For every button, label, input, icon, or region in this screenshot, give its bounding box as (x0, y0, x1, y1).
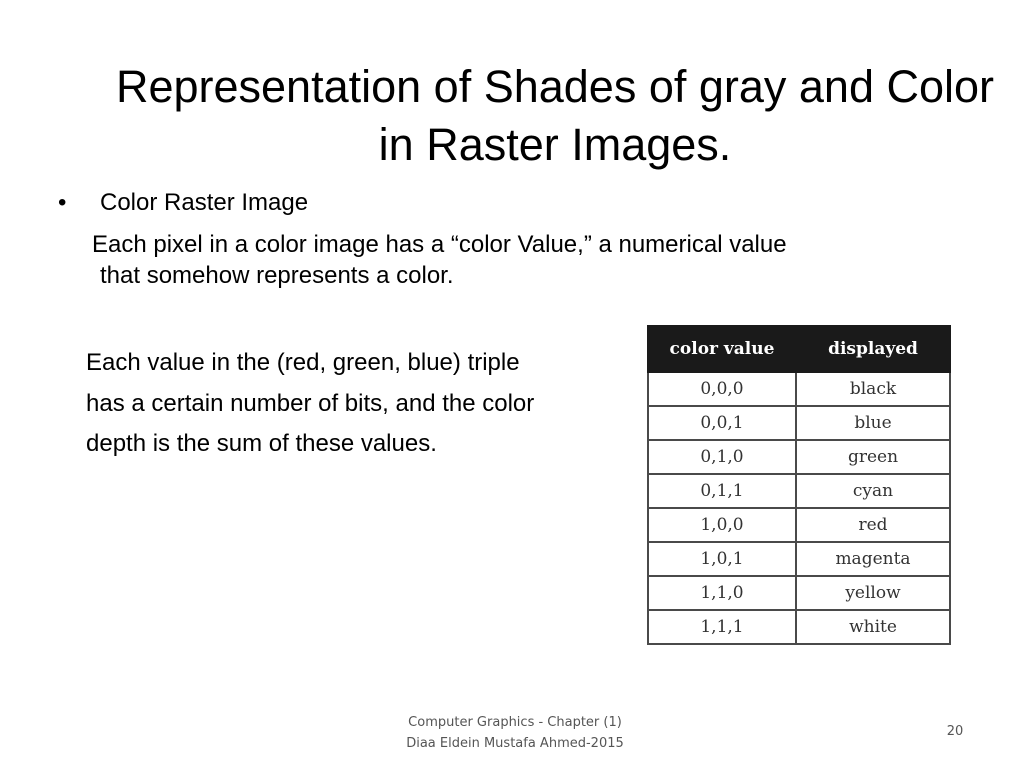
cell-displayed: green (796, 440, 950, 474)
cell-displayed: white (796, 610, 950, 644)
page-number: 20 (946, 724, 964, 739)
table-row (648, 372, 950, 406)
paragraph-color-depth (86, 343, 646, 465)
footer-line: Computer Graphics - Chapter (1) (408, 715, 622, 730)
color-table-figure (647, 325, 949, 637)
cell-color-value: 0,0,1 (648, 406, 796, 440)
table-header-row (648, 326, 950, 372)
paragraph-line: depth is the sum of these values. (86, 430, 437, 457)
cell-displayed: cyan (796, 474, 950, 508)
cell-displayed: yellow (796, 576, 950, 610)
table-row (648, 576, 950, 610)
bullet-text: Color Raster Image (100, 189, 309, 216)
footer-line: Diaa Eldein Mustafa Ahmed-2015 (406, 736, 624, 751)
cell-color-value: 1,1,0 (648, 576, 796, 610)
slide-footer (380, 712, 650, 754)
paragraph-line: Each value in the (red, green, blue) triple (86, 349, 520, 376)
cell-color-value: 1,0,0 (648, 508, 796, 542)
bullet-symbol: • (58, 189, 67, 216)
paragraph-line: Each pixel in a color image has a “color Value,” a numerical value (92, 231, 787, 258)
table-row (648, 542, 950, 576)
paragraph-pixel-color-value (92, 229, 952, 291)
table-row (648, 610, 950, 644)
paragraph-line: has a certain number of bits, and the color (86, 389, 535, 417)
table-row (648, 440, 950, 474)
color-table (647, 325, 951, 645)
cell-color-value: 1,1,1 (648, 610, 796, 644)
cell-color-value: 0,0,0 (648, 372, 796, 406)
table-row (648, 508, 950, 542)
paragraph-line: that somehow represents a color. (100, 262, 454, 289)
column-header-color-value: color value (648, 326, 796, 372)
cell-color-value: 0,1,0 (648, 440, 796, 474)
table-row (648, 406, 950, 440)
table-row (648, 474, 950, 508)
cell-color-value: 1,0,1 (648, 542, 796, 576)
cell-color-value: 0,1,1 (648, 474, 796, 508)
cell-displayed: black (796, 372, 950, 406)
slide-title: Representation of Shades of gray and Color in Raster Images. (115, 61, 995, 170)
cell-displayed: magenta (796, 542, 950, 576)
cell-displayed: blue (796, 406, 950, 440)
cell-displayed: red (796, 508, 950, 542)
column-header-displayed: displayed (796, 326, 950, 372)
bullet-item (58, 188, 308, 218)
